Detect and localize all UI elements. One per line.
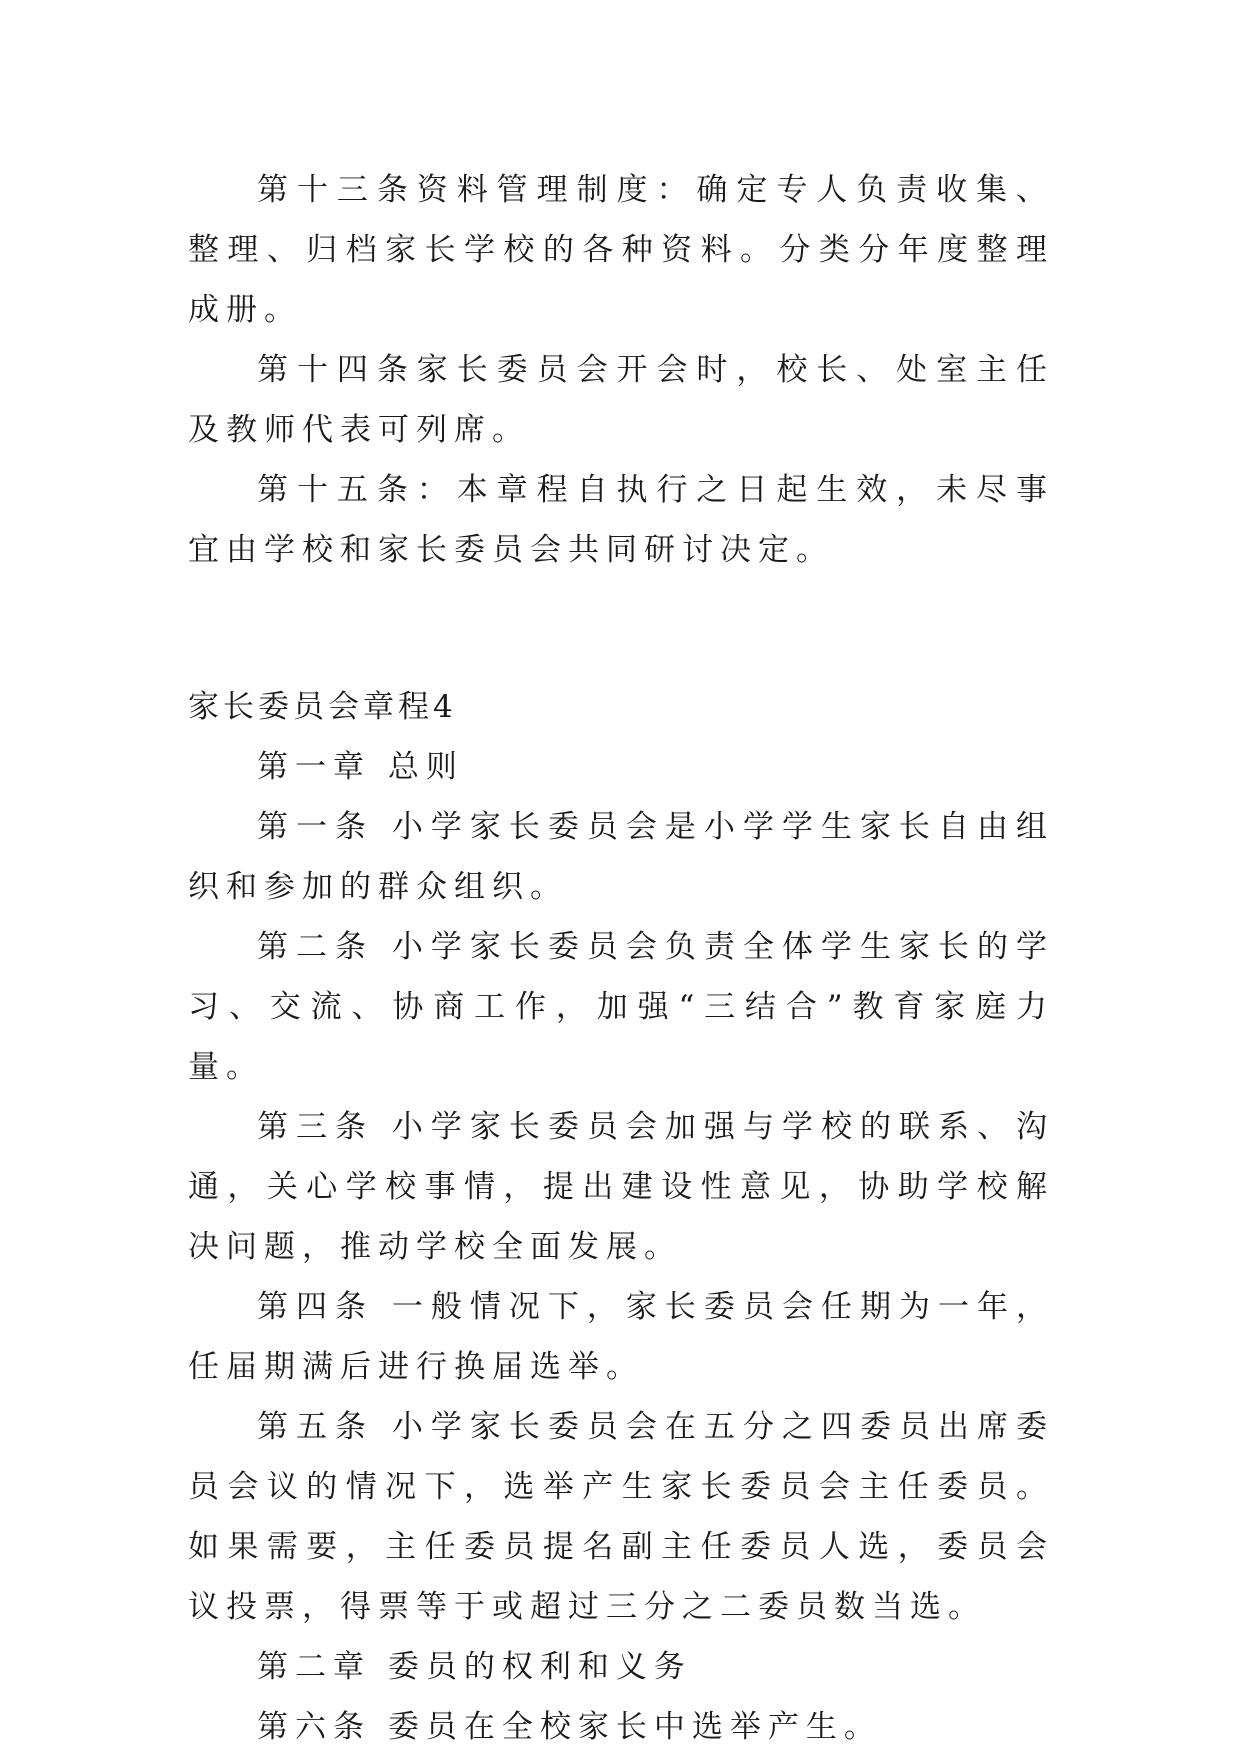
section-title: 家长委员会章程4 (188, 689, 457, 725)
article-15: 第十五条：本章程自执行之日起生效，未尽事宜由学校和家长委员会共同研讨决定。 (188, 472, 1054, 568)
chapter-1-title: 第一章 总则 (257, 749, 464, 785)
document-page (188, 160, 1054, 1757)
article-13: 第十三条资料管理制度：确定专人负责收集、整理、归档家长学校的各种资料。分类分年度整理成册。 (188, 172, 1054, 328)
article-2: 第二条 小学家长委员会负责全体学生家长的学习、交流、协商工作，加强“三结合”教育家庭力量。 (188, 929, 1054, 1085)
article-6: 第六条 委员在全校家长中选举产生。 (257, 1709, 882, 1745)
article-4: 第四条 一般情况下，家长委员会任期为一年，任届期满后进行换届选举。 (188, 1289, 1054, 1385)
article-1: 第一条 小学家长委员会是小学学生家长自由组织和参加的群众组织。 (188, 809, 1054, 905)
article-3: 第三条 小学家长委员会加强与学校的联系、沟通，关心学校事情，提出建设性意见，协助学校解决问题，推动学校全面发展。 (188, 1109, 1054, 1265)
article-14: 第十四条家长委员会开会时，校长、处室主任及教师代表可列席。 (188, 352, 1054, 448)
article-5: 第五条 小学家长委员会在五分之四委员出席委员会议的情况下，选举产生家长委员会主任委员。如果需要，主任委员提名副主任委员人选，委员会议投票，得票等于或超过三分之二委员数当选。 (188, 1409, 1054, 1625)
chapter-2-title: 第二章 委员的权利和义务 (257, 1649, 692, 1685)
